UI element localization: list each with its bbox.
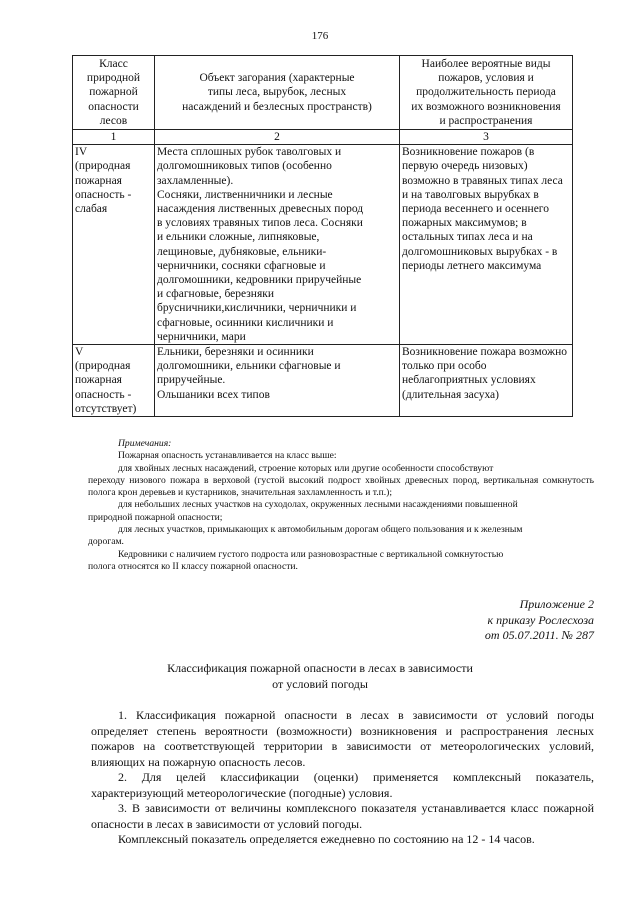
cell-line: Возникновение пожаров (в [402, 146, 535, 159]
cell-line: возможно в травяных типах леса [402, 174, 563, 187]
cell-line: долгомошниковых вырубках - в [402, 245, 558, 258]
cell-line: долгомошники, ельники сфагновые и [157, 360, 341, 373]
cell-line: и ельники сложные, липняковые, [157, 231, 320, 244]
cell-line: Ольшаники всех типов [157, 388, 270, 401]
cell-line: IV [75, 146, 88, 159]
cell-line: опасность - [75, 388, 132, 401]
cell-line: черничники, мари [157, 330, 246, 343]
appendix-line: Приложение 2 [519, 597, 594, 611]
body-paragraph: 3. В зависимости от величины комплексного показателя устанавливается класс пожарной опасности в лесах в зависимости от условий погоды. [91, 801, 594, 831]
body-paragraph: 2. Для целей классификации (оценки) применяется комплексный показатель, характеризующий метеорологические (погодные) условия. [91, 770, 594, 800]
cell-line: сфагновые, осинники кисличники и [157, 316, 334, 329]
cell-line: Места сплошных рубок таволговых и [157, 146, 342, 159]
note-paragraph: полога относятся ко II классу пожарной опасности. [88, 560, 298, 572]
cell-line: Сосняки, лиственничники и лесные [157, 188, 333, 201]
cell-line: Возникновение пожара возможно [402, 346, 567, 359]
section-title [0, 661, 640, 692]
cell-line: периоды летнего максимума [402, 259, 542, 272]
cell-line: периода весеннего и осеннего [402, 203, 549, 216]
cell-line: Ельники, березняки и осинники [157, 346, 314, 359]
column-number-row [73, 130, 573, 145]
cell-line: их возможного возникновения [411, 100, 561, 113]
cell-line: только при особо [402, 360, 487, 373]
column-number: 2 [155, 130, 400, 145]
cell-line: типы леса, вырубок, лесных [207, 86, 347, 99]
note-paragraph: для хвойных лесных насаждений, строение которых или другие особенности способствуют [118, 462, 494, 474]
fire-danger-class-table [72, 55, 573, 417]
cell-line: черничники, сосняки сфагновые и [157, 259, 326, 272]
table-row [73, 345, 573, 417]
class-cell [73, 345, 155, 417]
conditions-cell [400, 345, 573, 417]
cell-line: лесов [99, 114, 128, 127]
cell-line: пожарная [75, 374, 122, 387]
table-header-row [73, 56, 573, 130]
header-conditions [400, 56, 573, 130]
cell-line: в условиях травяных типов леса. Сосняки [157, 217, 363, 230]
note-paragraph: природной пожарной опасности; [88, 511, 223, 523]
cell-line: захламленные). [157, 174, 234, 187]
note-paragraph: для лесных участков, примыкающих к автомобильным дорогам общего пользования и к железным [118, 524, 523, 536]
cell-line: опасности [88, 100, 139, 113]
column-number: 3 [400, 130, 573, 145]
cell-line: природной [86, 72, 141, 85]
cell-line: пожарная [75, 174, 122, 187]
note-paragraph: для небольших лесных участков на суходолах, окруженных лесными насаждениями повышенной [118, 499, 518, 511]
cell-line: и сфагновые, березняки [157, 288, 274, 301]
cell-line: слабая [75, 203, 108, 216]
body-paragraph: Комплексный показатель определяется ежедневно по состоянию на 12 - 14 часов. [118, 832, 535, 846]
body-text [91, 708, 594, 848]
cell-line: V [75, 346, 84, 359]
cell-line: Наиболее вероятные виды [421, 58, 551, 70]
class-cell [73, 145, 155, 345]
cell-line: продолжительность периода [416, 86, 556, 99]
cell-line: опасность - [75, 188, 132, 201]
cell-line: долгомошники, кедровники приручейные [157, 274, 362, 287]
cell-line: (природная [75, 160, 131, 173]
object-cell [155, 145, 400, 345]
note-paragraph: переходу низового пожара в верховой (густой высокий подрост хвойных древесных пород, вертикальная сомкнутость полога крон деревьев и кустарников, значительная захламленность и т.п.); [88, 474, 594, 499]
cell-line: брусничники,кисличники, черничники и [157, 302, 357, 315]
cell-line: долгомошниковых типов (особенно [157, 160, 332, 173]
notes-title: Примечания: [118, 438, 172, 449]
header-object [155, 56, 400, 130]
cell-line: остальных типах леса и на [402, 231, 533, 244]
cell-line: Класс [99, 58, 128, 70]
title-line: от условий погоды [272, 676, 368, 691]
cell-line: насаждения лиственных древесных пород [157, 203, 364, 216]
column-number: 1 [73, 130, 155, 145]
body-paragraph: 1. Классификация пожарной опасности в лесах в зависимости от условий погоды определяет степень вероятности (возможности) возникновения и распространения лесных пожаров на соответствующей территории в зависимости от метеорологических условий, влияющих на пожарную опасность лесов. [91, 708, 594, 769]
cell-line: пожаров, условия и [438, 72, 534, 85]
appendix-line: к приказу Рослесхоза [487, 612, 594, 627]
cell-line: и на таволговых вырубках в [402, 188, 539, 201]
note-paragraph: Пожарная опасность устанавливается на класс выше: [118, 450, 337, 462]
cell-line: (природная [75, 360, 131, 373]
cell-line: лещиновые, дубняковые, ельники- [157, 245, 327, 258]
cell-line: пожарных максимумов; в [402, 217, 527, 230]
page-number: 176 [311, 30, 329, 42]
appendix-heading [485, 597, 594, 644]
cell-line: приручейные. [157, 374, 226, 387]
note-paragraph: дорогам. [88, 536, 124, 548]
title-line: Классификация пожарной опасности в лесах в зависимости [167, 661, 473, 675]
appendix-line: от 05.07.2011. № 287 [484, 628, 594, 642]
cell-line: Объект загорания (характерные [199, 72, 355, 85]
cell-line: отсутствует) [75, 402, 137, 415]
conditions-cell [400, 145, 573, 345]
object-cell [155, 345, 400, 417]
note-paragraph: Кедровники с наличием густого подроста или разновозрастные с вертикальной сомкнутостью [118, 548, 504, 560]
cell-line: (длительная засуха) [402, 388, 499, 401]
cell-line: неблагоприятных условиях [402, 374, 536, 387]
cell-line: насаждений и безлесных пространств) [182, 100, 372, 113]
cell-line: первую очередь низовых) [402, 160, 528, 173]
table-row [73, 145, 573, 345]
table-notes [88, 438, 594, 573]
cell-line: пожарной [89, 86, 138, 99]
cell-line: и распространения [439, 114, 533, 127]
header-class [73, 56, 155, 130]
